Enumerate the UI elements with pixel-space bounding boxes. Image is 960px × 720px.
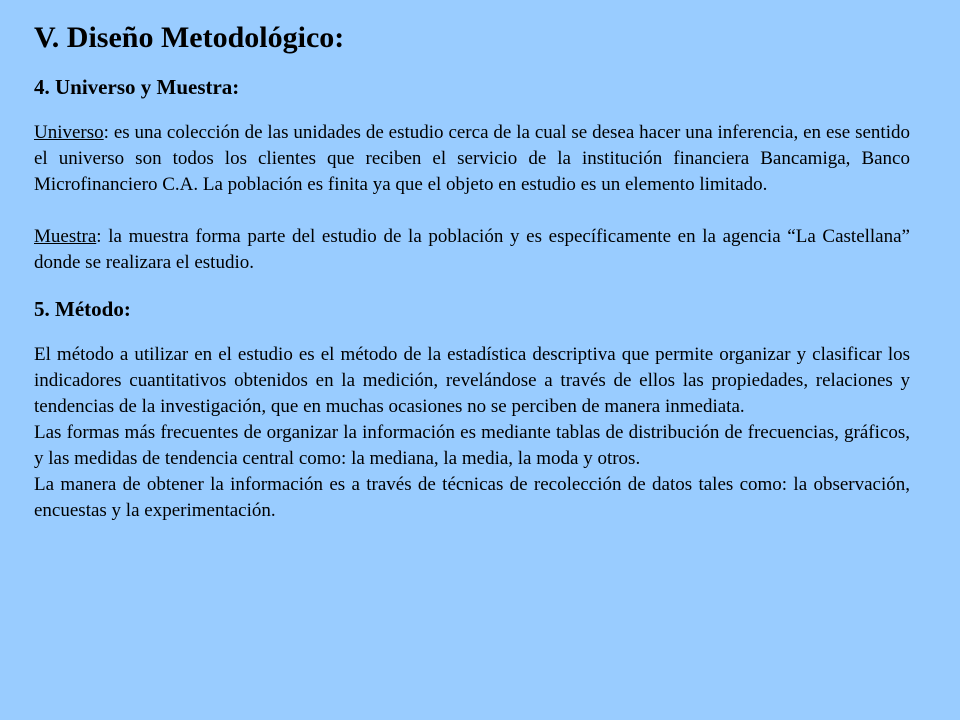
metodo-paragraph-2: Las formas más frecuentes de organizar la información es mediante tablas de distribución de frecuencias, gráficos, y las medidas de tendencia central como: la mediana, la media, la moda y otros.: [34, 422, 910, 469]
muestra-term: Muestra: [34, 226, 97, 247]
metodo-paragraph-3: La manera de obtener la información es a través de técnicas de recolección de datos tales como: la observación, encuestas y la experimentación.: [34, 474, 910, 521]
section-heading-universo-muestra: 4. Universo y Muestra:: [34, 75, 240, 99]
spacer: [34, 276, 910, 294]
slide-content: [34, 72, 910, 524]
slide-title: V. Diseño Metodológico:: [34, 21, 345, 54]
spacer: [34, 198, 910, 224]
spacer: [34, 324, 910, 342]
universo-term: Universo: [34, 122, 104, 143]
muestra-definition: : la muestra forma parte del estudio de la población y es específicamente en la agencia “La Castellana” donde se realizara el estudio.: [34, 226, 910, 273]
muestra-paragraph: [34, 224, 910, 276]
metodo-paragraph-1: El método a utilizar en el estudio es el método de la estadística descriptiva que permite organizar y clasificar los indicadores cuantitativos obtenidos en la medición, revelándose a través de ellos las propiedades, relaciones y tendencias de la investigación, que en muchas ocasiones no se perciben de manera inmediata.: [34, 344, 910, 417]
universo-definition: : es una colección de las unidades de estudio cerca de la cual se desea hacer una inferencia, en ese sentido el universo son todos los clientes que reciben el servicio de la institución financiera Bancamiga, Banco Microfinanciero C.A. La población es finita ya que el objeto en estudio es un elemento limitado.: [34, 122, 910, 195]
section-heading-metodo: 5. Método:: [34, 297, 131, 321]
universo-paragraph: [34, 120, 910, 198]
spacer: [34, 102, 910, 120]
